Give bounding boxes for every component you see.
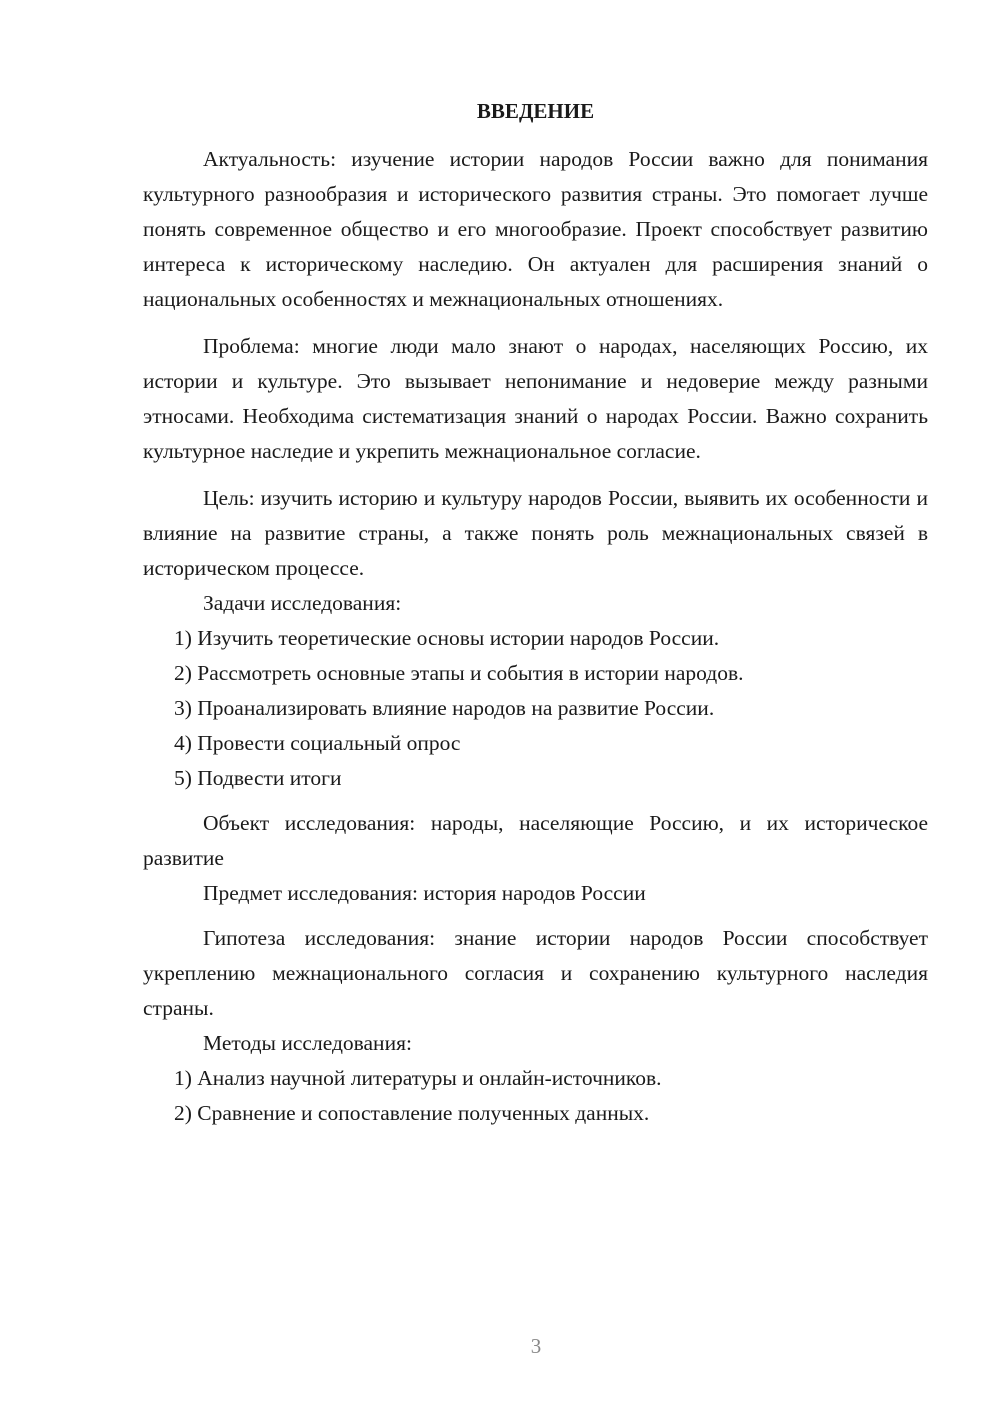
relevance-paragraph: Актуальность: изучение истории народов России важно для понимания культурного разнообразия и исторического развития страны. Это помогает лучше понять современное общество и его многообразие. Проект способствует развитию интереса к историческому наследию. Он актуален для расширения знаний о национальных особенностях и межнациональных отношениях. — [143, 147, 928, 311]
list-item: 3) Проанализировать влияние народов на развитие России. — [174, 696, 715, 720]
subject-paragraph: Предмет исследования: история народов России — [203, 881, 646, 905]
list-item: 2) Рассмотреть основные этапы и события в истории народов. — [174, 661, 744, 685]
page-number: 3 — [530, 1334, 542, 1358]
page-title: ВВЕДЕНИЕ — [476, 99, 595, 123]
goal-paragraph: Цель: изучить историю и культуру народов России, выявить их особенности и влияние на развитие страны, а также понять роль межнациональных связей в историческом процессе. — [143, 486, 928, 580]
list-item: 1) Анализ научной литературы и онлайн-источников. — [174, 1066, 662, 1090]
document-page — [143, 94, 928, 1131]
tasks-list — [143, 621, 928, 796]
object-paragraph: Объект исследования: народы, населяющие Россию, и их историческое развитие — [143, 811, 928, 870]
methods-list — [143, 1061, 928, 1131]
list-item: 5) Подвести итоги — [174, 766, 342, 790]
methods-heading: Методы исследования: — [203, 1031, 412, 1055]
list-item: 4) Провести социальный опрос — [174, 731, 461, 755]
list-item: 1) Изучить теоретические основы истории народов России. — [174, 626, 720, 650]
hypothesis-paragraph: Гипотеза исследования: знание истории народов России способствует укреплению межнационального согласия и сохранению культурного наследия страны. — [143, 926, 928, 1020]
problem-paragraph: Проблема: многие люди мало знают о народах, населяющих Россию, их истории и культуре. Это вызывает непонимание и недоверие между разными этносами. Необходима систематизация знаний о народах России. Важно сохранить культурное наследие и укрепить межнациональное согласие. — [143, 334, 928, 463]
list-item: 2) Сравнение и сопоставление полученных данных. — [174, 1101, 650, 1125]
tasks-heading: Задачи исследования: — [203, 591, 402, 615]
